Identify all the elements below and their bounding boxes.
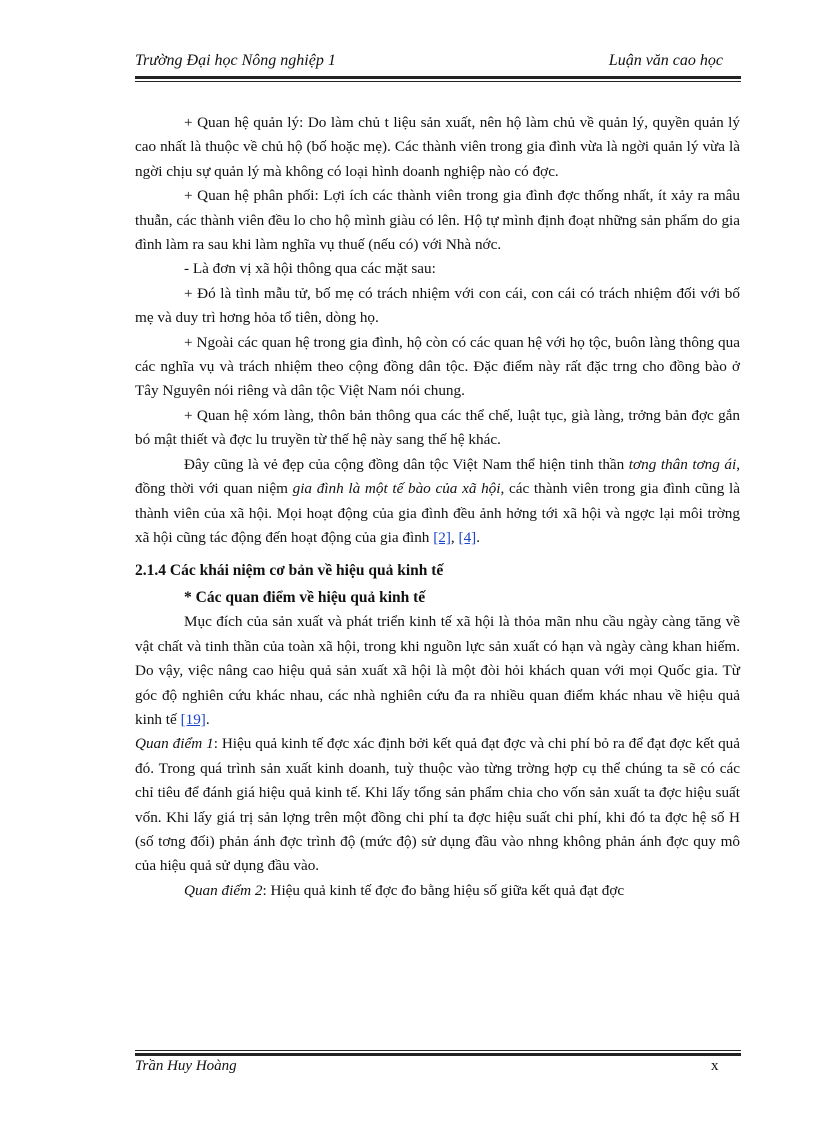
view-1-text: : Hiệu quả kinh tế đợc xác định bởi kết quả đạt đợc và chi phí bỏ ra để đạt đợc kết quả đó. Trong quá trình sản xuất kinh doanh, tuỳ thuộc vào từng trờng hợp cụ thể chúng ta sẽ có các chỉ tiêu để đánh giá hiệu quả kinh tế. Khi lấy tổng sản phẩm chia cho vốn sản xuất ta đợc hiệu suất vốn. Khi lấy giá trị sản lợng trên một đồng chi phí ta đợc hiệu suất chi phí, khi đó ta đợc hệ số H (số tơng đối) phản ánh đợc trình độ (mức độ) sử dụng đầu vào nhng không phản ánh đợc quy mô của hiệu quả sử dụng đầu vào. — [135, 735, 740, 875]
paragraph-view-1 — [135, 732, 740, 878]
p7-text-a: Đây cũng là vẻ đẹp của cộng đồng dân tộc Việt Nam thể hiện tinh thần — [184, 455, 629, 473]
paragraph-distribution: + Quan hệ phân phối: Lợi ích các thành viên trong gia đình đợc thống nhất, ít xảy ra mâu thuẫn, các thành viên đều lo cho hộ mình giàu có lên. Hộ tự mình định đoạt những sản phẩm do gia đình làm ra sau khi làm nghĩa vụ thuế (nếu có) với Nhà nớc. — [135, 187, 740, 254]
p8-text: Mục đích của sản xuất và phát triển kinh tế xã hội là thỏa mãn nhu cầu ngày càng tăng về vật chất và tinh thần của toàn xã hội, trong khi nguồn lực sản xuất có hạn và ngày càng khan hiếm. Do vậy, việc nâng cao hiệu quả sản xuất xã hội là một đòi hỏi khách quan với mọi Quốc gia. Từ góc độ nghiên cứu khác nhau, các nhà nghiên cứu đa ra nhiều quan điểm khác nhau về hiệu quả kinh tế — [135, 613, 740, 728]
paragraph-view-2 — [135, 879, 740, 903]
p8-end: . — [205, 710, 210, 728]
subsection-title: * Các quan điểm về hiệu quả kinh tế — [184, 589, 426, 607]
footer-author: Trần Huy Hoàng — [135, 1058, 237, 1074]
header-doc-type: Luận văn cao học — [608, 52, 723, 69]
citation-link-19[interactable]: [19] — [180, 710, 206, 728]
p7-text-e: , các thành viên trong gia đình cũng là thành viên của xã hội. Mọi hoạt động của gia đình đều ảnh hởng tới xã hội và ngợc lại môi trờng xã hội cũng tác động đến hoạt động của gia đình — [135, 480, 740, 546]
p7-italic-d: gia đình là một tế bào của xã hội — [292, 480, 501, 498]
header-rule-thick — [135, 76, 741, 79]
p7-end: . — [476, 528, 481, 546]
header-institution: Trường Đại học Nông nghiệp 1 — [135, 52, 336, 69]
citation-link-2[interactable]: [2] — [433, 528, 451, 546]
paragraph-management: + Quan hệ quản lý: Do làm chủ t liệu sản xuất, nên hộ làm chủ về quản lý, quyền quản lý cao nhất là thuộc về chủ hộ (bố hoặc mẹ). Các thành viên trong gia đình vừa là ngời quản lý vừa là ngời chịu sự quản lý mà không có loại hình doanh nghiệp nào có đợc. — [135, 114, 740, 180]
view-1-label: Quan điểm 1 — [135, 735, 214, 753]
paragraph-village: + Quan hệ xóm làng, thôn bản thông qua các thể chế, luật tục, già làng, trởng bản đợc gắn bó mật thiết và đợc lu truyền từ thế hệ này sang thế hệ khác. — [135, 406, 740, 449]
view-2-label: Quan điểm 2 — [184, 881, 263, 899]
section-title: 2.1.4 Các khái niệm cơ bản về hiệu quả kinh tế — [135, 562, 444, 580]
paragraph-kinship: + Ngoài các quan hệ trong gia đình, hộ còn có các quan hệ với họ tộc, buôn làng thông qua các nghĩa vụ và trách nhiệm theo cộng đồng dân tộc. Đặc điểm này rất đặc trng cho đồng bào ở Tây Nguyên nói riêng và dân tộc Việt Nam nói chung. — [135, 333, 740, 400]
page-body — [135, 111, 740, 903]
footer-rule-thin — [135, 1050, 741, 1051]
view-2-text: : Hiệu quả kinh tế đợc đo bằng hiệu số giữa kết quả đạt đợc — [262, 881, 625, 899]
p7-italic-b: tơng thân tơng ái — [628, 455, 737, 473]
p7-sep: , — [450, 528, 459, 546]
paragraph-family: + Đó là tình mẫu tử, bố mẹ có trách nhiệm với con cái, con cái có trách nhiệm đối với bố mẹ và duy trì hơng hỏa tổ tiên, dòng họ. — [135, 284, 740, 327]
header-rule-thin — [135, 81, 741, 82]
page-number: x — [711, 1058, 719, 1074]
paragraph-social-unit: - Là đơn vị xã hội thông qua các mặt sau: — [184, 260, 436, 278]
p7-text-c: , đồng thời với quan niệm — [135, 455, 740, 498]
footer-rule-thick — [135, 1053, 741, 1056]
paragraph-community — [135, 453, 740, 551]
citation-link-4[interactable]: [4] — [458, 528, 477, 546]
paragraph-purpose — [135, 610, 740, 732]
